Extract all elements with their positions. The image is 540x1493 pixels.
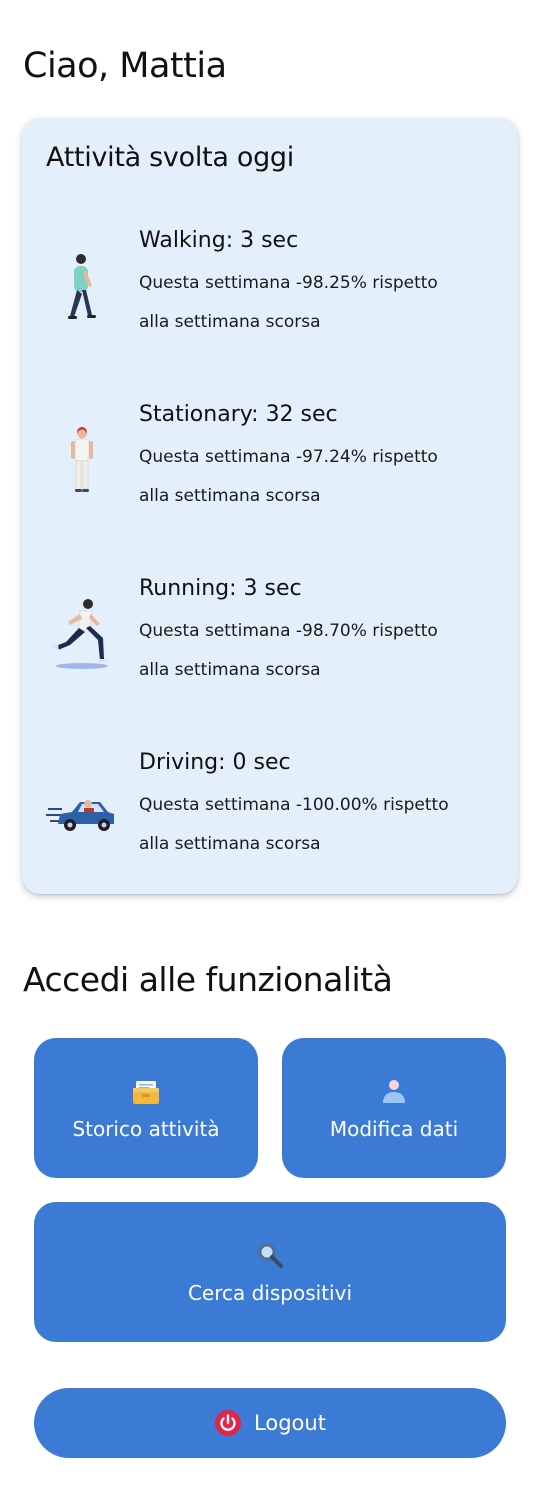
power-icon (214, 1409, 242, 1437)
walking-person-icon (44, 246, 120, 336)
magnifier-icon (254, 1239, 286, 1271)
file-cabinet-icon (130, 1075, 162, 1107)
history-button[interactable] (34, 1038, 258, 1178)
activity-title: Walking: 3 sec (139, 228, 299, 253)
activity-title: Driving: 0 sec (139, 750, 291, 775)
search-devices-button[interactable] (34, 1202, 506, 1342)
activity-item-walking (22, 228, 518, 348)
standing-person-icon (44, 420, 120, 510)
activity-description: Questa settimana -98.70% rispetto alla settimana scorsa (139, 621, 438, 680)
activity-item-stationary (22, 402, 518, 522)
activity-item-running (22, 576, 518, 696)
activity-description: Questa settimana -97.24% rispetto alla settimana scorsa (139, 447, 438, 506)
edit-data-button-label: Modifica dati (329, 1117, 459, 1141)
activity-description: Questa settimana -98.25% rispetto alla settimana scorsa (139, 273, 438, 332)
activity-title: Running: 3 sec (139, 576, 302, 601)
activity-item-driving (22, 750, 518, 870)
user-icon (378, 1075, 410, 1107)
driving-car-icon (44, 768, 120, 858)
search-devices-button-label: Cerca dispositivi (187, 1281, 353, 1305)
logout-button[interactable] (34, 1388, 506, 1458)
features-title: Accedi alle funzionalità (23, 960, 393, 999)
edit-data-button[interactable] (282, 1038, 506, 1178)
history-button-label: Storico attività (72, 1117, 220, 1141)
running-person-icon (44, 594, 120, 684)
greeting-title: Ciao, Mattia (23, 46, 227, 86)
activity-description: Questa settimana -100.00% rispetto alla settimana scorsa (139, 795, 449, 854)
logout-button-label: Logout (254, 1411, 326, 1435)
today-activity-card (22, 118, 518, 894)
card-title: Attività svolta oggi (46, 142, 294, 173)
activity-title: Stationary: 32 sec (139, 402, 338, 427)
